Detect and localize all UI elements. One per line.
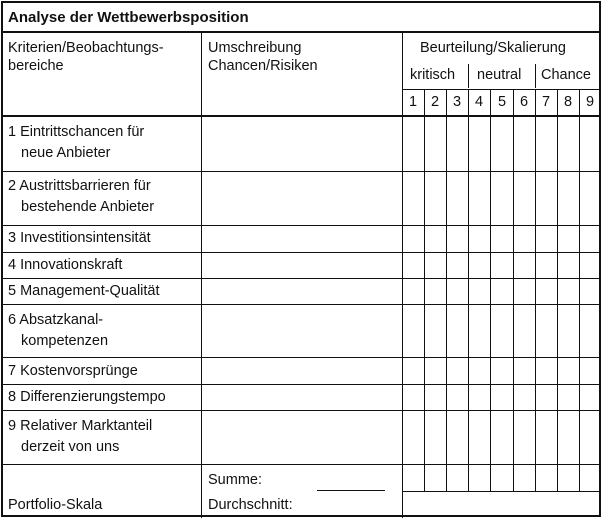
header-divider	[2, 115, 600, 117]
row-divider-5	[2, 304, 600, 305]
rating-header: Beurteilung/Skalierung	[420, 40, 566, 56]
criterion-label: 7 Kostenvorsprünge	[8, 363, 138, 379]
group-neutral: neutral	[477, 67, 522, 83]
scale-col-divider	[490, 89, 491, 491]
row-divider-2	[2, 225, 600, 226]
scale-col-divider	[535, 89, 536, 491]
criterion-label-cont: derzeit von uns	[21, 439, 120, 455]
group-divider-1	[468, 64, 469, 88]
group-critical: kritisch	[410, 67, 456, 83]
description-header-line2: Chancen/Risiken	[208, 58, 318, 74]
scale-col-divider	[557, 89, 558, 491]
average-label: Durchschnitt:	[208, 497, 293, 513]
row-divider-8	[2, 410, 600, 411]
scale-number: 6	[519, 94, 529, 110]
group-chance: Chance	[541, 67, 591, 83]
row-divider-9	[2, 464, 600, 465]
criterion-label-cont: kompetenzen	[21, 333, 109, 349]
row-divider-3	[2, 252, 600, 253]
scale-number: 7	[541, 94, 551, 110]
scale-number: 2	[430, 94, 440, 110]
scale-col-divider	[579, 89, 580, 491]
scale-col-divider	[513, 89, 514, 491]
criterion-label: 2 Austrittsbarrieren für	[8, 178, 151, 194]
sum-label: Summe:	[208, 472, 262, 488]
sum-divider	[402, 491, 600, 492]
criterion-label-cont: bestehende Anbieter	[21, 199, 155, 215]
criterion-label: 5 Management-Qualität	[8, 283, 160, 299]
scale-number: 1	[408, 94, 418, 110]
scale-number: 5	[497, 94, 507, 110]
criterion-label: 4 Innovationskraft	[8, 257, 123, 273]
portfolio-scale-label: Portfolio-Skala	[8, 497, 103, 513]
criterion-label: 1 Eintrittschancen für	[8, 124, 145, 140]
row-divider-7	[2, 384, 600, 385]
description-header-line1: Umschreibung	[208, 40, 302, 56]
criterion-label-cont: neue Anbieter	[21, 145, 111, 161]
criterion-label: 3 Investitionsintensität	[8, 230, 151, 246]
row-divider-1	[2, 171, 600, 172]
scale-number: 4	[474, 94, 484, 110]
criterion-label: 6 Absatzkanal-	[8, 312, 104, 328]
row-divider-4	[2, 278, 600, 279]
scale-col-divider	[468, 89, 469, 491]
sum-blank-line	[317, 490, 385, 491]
group-divider-2	[535, 64, 536, 88]
scale-number: 8	[563, 94, 573, 110]
form-title: Analyse der Wettbewerbsposition	[8, 9, 249, 26]
scale-number: 3	[452, 94, 462, 110]
scale-number: 9	[585, 94, 595, 110]
criterion-label: 8 Differenzierungstempo	[8, 389, 166, 405]
criteria-header-line2: bereiche	[8, 58, 64, 74]
scale-row-top	[402, 89, 600, 90]
criteria-header-line1: Kriterien/Beobachtungs-	[8, 40, 164, 56]
scale-col-divider	[424, 89, 425, 491]
scale-col-divider	[446, 89, 447, 491]
col-divider-1	[201, 32, 202, 518]
title-divider	[2, 31, 600, 33]
criterion-label: 9 Relativer Marktanteil	[8, 418, 153, 434]
row-divider-6	[2, 357, 600, 358]
